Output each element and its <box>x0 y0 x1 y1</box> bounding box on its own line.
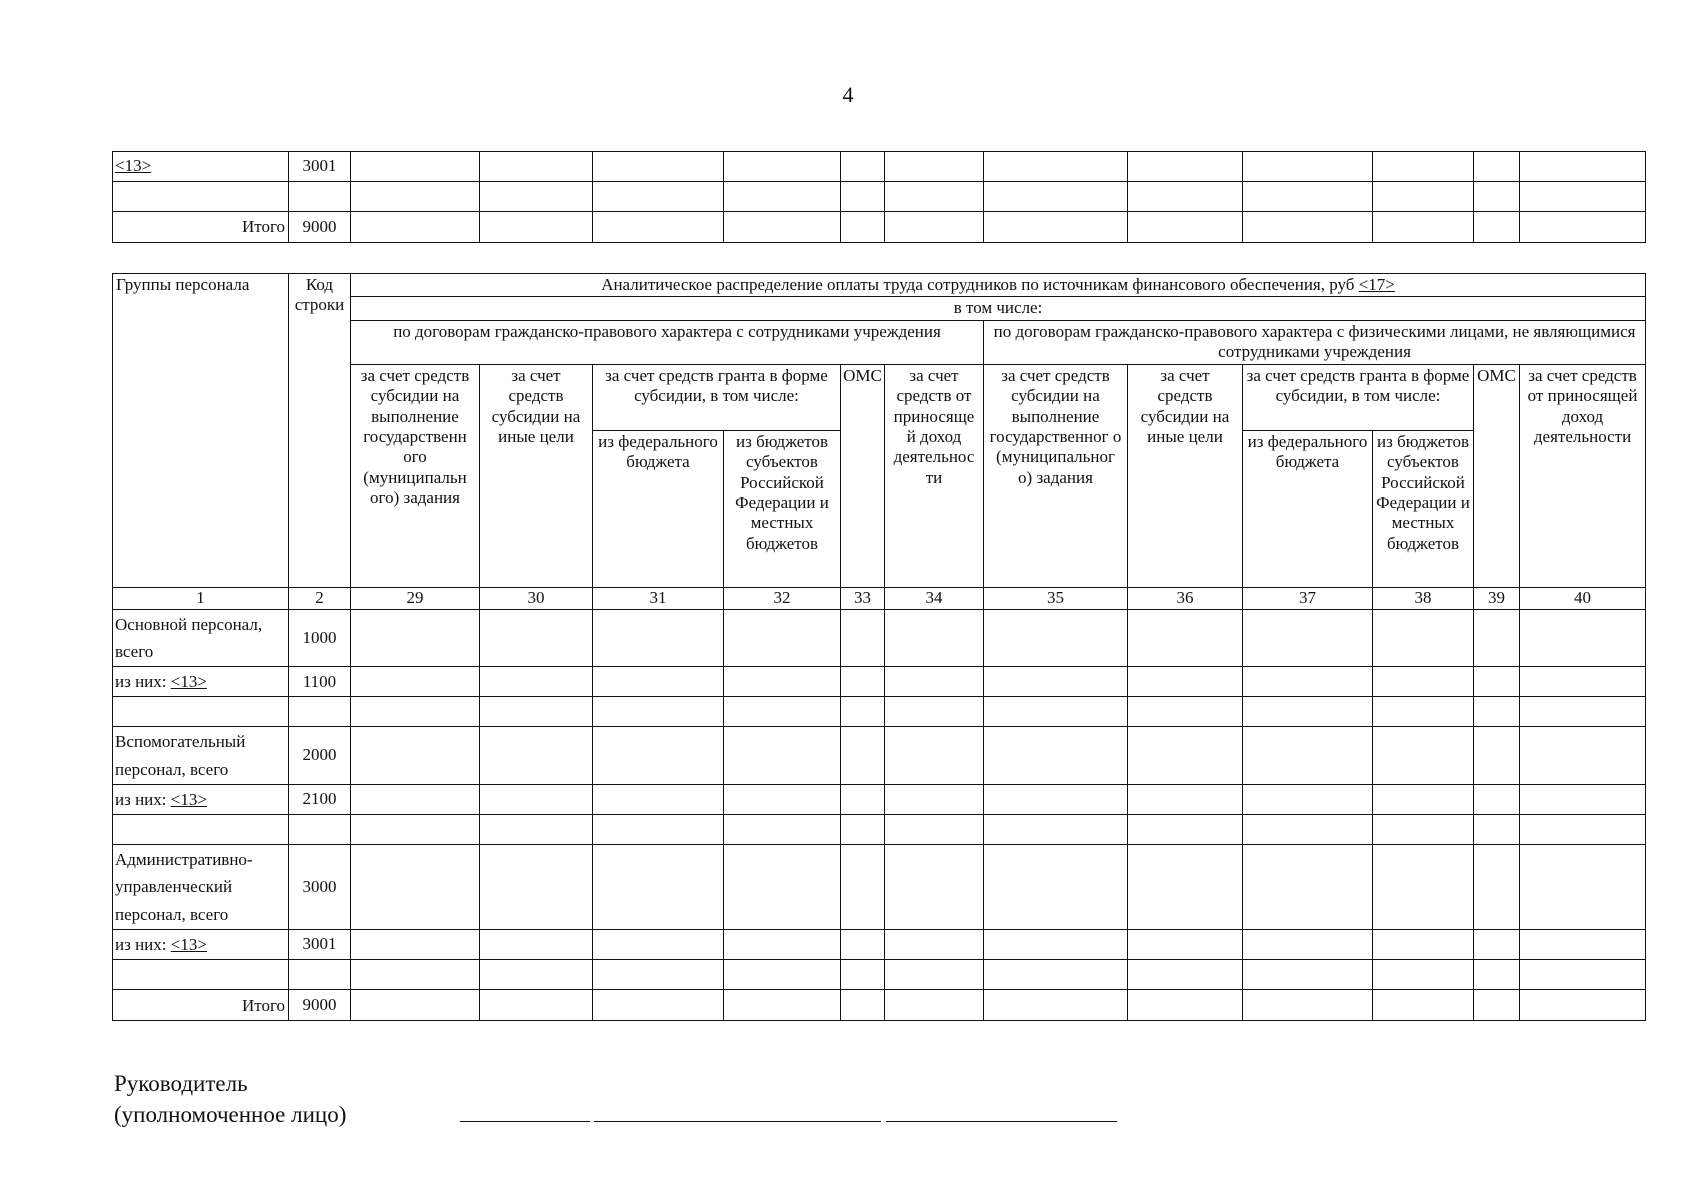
footnote-ref: <13> <box>170 789 207 809</box>
row-code: 3000 <box>289 844 351 929</box>
row-label: Итого <box>113 212 289 243</box>
column-number: 36 <box>1128 587 1243 609</box>
value-cell <box>1373 990 1474 1021</box>
value-cell <box>724 929 841 959</box>
value-cell <box>1128 727 1243 784</box>
row-code <box>289 697 351 727</box>
value-cell <box>351 609 480 666</box>
value-cell <box>1243 814 1373 844</box>
value-cell <box>1520 182 1646 212</box>
row-label <box>113 667 289 697</box>
value-cell <box>724 844 841 929</box>
header-a-grant: за счет средств гранта в форме субсидии, в том числе: <box>593 364 841 430</box>
value-cell <box>1474 727 1520 784</box>
value-cell <box>593 844 724 929</box>
value-cell <box>1474 990 1520 1021</box>
signature-line-signature <box>594 1121 881 1122</box>
value-cell <box>593 212 724 243</box>
header-section-staff: по договорам гражданско-правового характера с сотрудниками учреждения <box>351 320 984 364</box>
value-cell <box>1243 182 1373 212</box>
value-cell <box>984 727 1128 784</box>
value-cell <box>1520 784 1646 814</box>
header-a-state-task: за счет средств субсидии на выполнение государственн ого (муниципальн ого) задания <box>351 364 480 587</box>
row-label-text: Вспомогательный персонал, всего <box>115 732 246 779</box>
value-cell <box>1128 609 1243 666</box>
value-cell <box>724 212 841 243</box>
header-group: Группы персонала <box>113 274 289 588</box>
table-row <box>113 212 1646 243</box>
table-row <box>113 960 1646 990</box>
value-cell <box>480 667 593 697</box>
header-a-grant-federal: из федерального бюджета <box>593 430 724 587</box>
table-row <box>113 182 1646 212</box>
value-cell <box>841 814 885 844</box>
signature-block <box>114 1068 346 1130</box>
value-cell <box>885 667 984 697</box>
column-number: 32 <box>724 587 841 609</box>
value-cell <box>351 667 480 697</box>
row-label <box>113 814 289 844</box>
value-cell <box>1373 152 1474 182</box>
value-cell <box>351 784 480 814</box>
value-cell <box>1128 960 1243 990</box>
value-cell <box>593 814 724 844</box>
value-cell <box>480 697 593 727</box>
staff-pay-distribution-table <box>112 273 1646 1021</box>
value-cell <box>885 152 984 182</box>
value-cell <box>351 182 480 212</box>
value-cell <box>593 697 724 727</box>
value-cell <box>1373 212 1474 243</box>
value-cell <box>1373 784 1474 814</box>
header-a-other-purpose: за счет средств субсидии на иные цели <box>480 364 593 587</box>
value-cell <box>984 667 1128 697</box>
value-cell <box>480 152 593 182</box>
row-code: 9000 <box>289 212 351 243</box>
value-cell <box>351 814 480 844</box>
value-cell <box>1474 667 1520 697</box>
column-number: 29 <box>351 587 480 609</box>
value-cell <box>351 990 480 1021</box>
row-code <box>289 960 351 990</box>
value-cell <box>1373 697 1474 727</box>
value-cell <box>351 844 480 929</box>
footnote-ref: <13> <box>170 672 207 692</box>
header-a-income: за счет средств от приносяще й доход деятельнос ти <box>885 364 984 587</box>
row-label <box>113 609 289 666</box>
row-label-text: Основной персонал, всего <box>115 614 263 661</box>
row-label <box>113 844 289 929</box>
value-cell <box>351 697 480 727</box>
footnote-ref: <13> <box>170 934 207 954</box>
value-cell <box>1520 990 1646 1021</box>
value-cell <box>1373 814 1474 844</box>
value-cell <box>480 182 593 212</box>
value-cell <box>1520 814 1646 844</box>
value-cell <box>1520 844 1646 929</box>
value-cell <box>841 697 885 727</box>
value-cell <box>1474 960 1520 990</box>
header-including: в том числе: <box>351 297 1646 320</box>
column-number: 2 <box>289 587 351 609</box>
value-cell <box>1243 990 1373 1021</box>
row-code: 3001 <box>289 929 351 959</box>
value-cell <box>885 990 984 1021</box>
value-cell <box>724 182 841 212</box>
value-cell <box>1520 152 1646 182</box>
header-a-oms: ОМС <box>841 364 885 587</box>
value-cell <box>351 929 480 959</box>
row-label <box>113 697 289 727</box>
value-cell <box>1373 182 1474 212</box>
value-cell <box>1373 727 1474 784</box>
value-cell <box>885 814 984 844</box>
value-cell <box>885 697 984 727</box>
row-label <box>113 182 289 212</box>
row-label <box>113 152 289 182</box>
value-cell <box>984 990 1128 1021</box>
table-row <box>113 814 1646 844</box>
value-cell <box>593 609 724 666</box>
row-label-text: из них: <box>115 789 171 809</box>
value-cell <box>480 784 593 814</box>
column-number: 30 <box>480 587 593 609</box>
row-label-text: из них: <box>115 934 171 954</box>
value-cell <box>1520 212 1646 243</box>
value-cell <box>984 784 1128 814</box>
row-label <box>113 784 289 814</box>
column-number: 40 <box>1520 587 1646 609</box>
value-cell <box>351 212 480 243</box>
page-number: 4 <box>842 82 854 107</box>
value-cell <box>593 929 724 959</box>
signature-line-name <box>886 1121 1117 1122</box>
row-code: 1000 <box>289 609 351 666</box>
table-row <box>113 727 1646 784</box>
value-cell <box>1243 727 1373 784</box>
value-cell <box>351 960 480 990</box>
footnote-ref: <13> <box>115 156 152 176</box>
header-b-grant-federal: из федерального бюджета <box>1243 430 1373 587</box>
value-cell <box>841 929 885 959</box>
value-cell <box>984 844 1128 929</box>
value-cell <box>841 960 885 990</box>
value-cell <box>1474 784 1520 814</box>
value-cell <box>724 960 841 990</box>
value-cell <box>1474 152 1520 182</box>
row-code: 2000 <box>289 727 351 784</box>
value-cell <box>480 960 593 990</box>
value-cell <box>1520 929 1646 959</box>
value-cell <box>1128 990 1243 1021</box>
value-cell <box>1474 609 1520 666</box>
top-table-body <box>113 152 1646 243</box>
row-label-text: из них: <box>115 672 171 692</box>
header-b-state-task: за счет средств субсидии на выполнение государственног о (муниципальног о) задания <box>984 364 1128 587</box>
value-cell <box>593 960 724 990</box>
table-row <box>113 844 1646 929</box>
value-cell <box>1474 929 1520 959</box>
table-row <box>113 697 1646 727</box>
value-cell <box>984 609 1128 666</box>
value-cell <box>885 727 984 784</box>
table-row <box>113 990 1646 1021</box>
value-cell <box>351 727 480 784</box>
value-cell <box>480 929 593 959</box>
table-row <box>113 929 1646 959</box>
value-cell <box>1128 667 1243 697</box>
value-cell <box>724 152 841 182</box>
value-cell <box>1128 182 1243 212</box>
value-cell <box>1520 609 1646 666</box>
value-cell <box>1373 960 1474 990</box>
column-number: 39 <box>1474 587 1520 609</box>
row-label-text: Административно-управленческий персонал, всего <box>115 850 253 924</box>
value-cell <box>1474 182 1520 212</box>
value-cell <box>1243 152 1373 182</box>
value-cell <box>480 727 593 784</box>
value-cell <box>841 844 885 929</box>
value-cell <box>1520 697 1646 727</box>
column-number: 31 <box>593 587 724 609</box>
value-cell <box>841 990 885 1021</box>
row-label <box>113 990 289 1021</box>
table-row <box>113 784 1646 814</box>
row-code: 2100 <box>289 784 351 814</box>
row-label <box>113 929 289 959</box>
column-number: 35 <box>984 587 1128 609</box>
table-row <box>113 667 1646 697</box>
value-cell <box>351 152 480 182</box>
value-cell <box>1128 697 1243 727</box>
column-number: 33 <box>841 587 885 609</box>
header-code: Код строки <box>289 274 351 588</box>
value-cell <box>1243 784 1373 814</box>
column-number: 37 <box>1243 587 1373 609</box>
value-cell <box>885 784 984 814</box>
value-cell <box>593 784 724 814</box>
value-cell <box>885 182 984 212</box>
row-code: 9000 <box>289 990 351 1021</box>
value-cell <box>593 182 724 212</box>
header-b-other-purpose: за счет средств субсидии на иные цели <box>1128 364 1243 587</box>
signature-line-position <box>460 1121 590 1122</box>
value-cell <box>1243 929 1373 959</box>
value-cell <box>984 929 1128 959</box>
signature-subtitle: (уполномоченное лицо) <box>114 1102 347 1128</box>
value-cell <box>841 609 885 666</box>
value-cell <box>1474 844 1520 929</box>
header-main-title <box>351 274 1646 297</box>
table-row <box>113 609 1646 666</box>
value-cell <box>480 212 593 243</box>
value-cell <box>841 784 885 814</box>
value-cell <box>841 152 885 182</box>
header-b-oms: ОМС <box>1474 364 1520 587</box>
row-code <box>289 182 351 212</box>
value-cell <box>724 990 841 1021</box>
value-cell <box>841 727 885 784</box>
column-number-row <box>113 587 1646 609</box>
column-number: 1 <box>113 587 289 609</box>
value-cell <box>1373 609 1474 666</box>
value-cell <box>593 727 724 784</box>
value-cell <box>841 212 885 243</box>
value-cell <box>1243 609 1373 666</box>
row-code <box>289 814 351 844</box>
value-cell <box>480 990 593 1021</box>
row-label-text: Итого <box>241 995 285 1015</box>
value-cell <box>1128 844 1243 929</box>
value-cell <box>1128 784 1243 814</box>
value-cell <box>885 609 984 666</box>
value-cell <box>724 814 841 844</box>
value-cell <box>984 212 1128 243</box>
row-label <box>113 727 289 784</box>
value-cell <box>1474 814 1520 844</box>
value-cell <box>724 784 841 814</box>
value-cell <box>1373 929 1474 959</box>
column-number: 38 <box>1373 587 1474 609</box>
value-cell <box>1243 212 1373 243</box>
value-cell <box>1373 844 1474 929</box>
header-b-grant-regional: из бюджетов субъектов Российской Федерации и местных бюджетов <box>1373 430 1474 587</box>
value-cell <box>593 152 724 182</box>
value-cell <box>1520 667 1646 697</box>
header-section-nonstaff: по договорам гражданско-правового характера с физическими лицами, не являющимися сотрудниками учреждения <box>984 320 1646 364</box>
value-cell <box>1520 727 1646 784</box>
row-code: 1100 <box>289 667 351 697</box>
column-number: 34 <box>885 587 984 609</box>
header-b-income: за счет средств от приносящей доход деятельности <box>1520 364 1646 587</box>
value-cell <box>724 609 841 666</box>
value-cell <box>724 697 841 727</box>
value-cell <box>1243 960 1373 990</box>
value-cell <box>841 182 885 212</box>
value-cell <box>480 814 593 844</box>
row-code: 3001 <box>289 152 351 182</box>
value-cell <box>1243 844 1373 929</box>
value-cell <box>480 844 593 929</box>
row-label <box>113 960 289 990</box>
header-a-grant-regional: из бюджетов субъектов Российской Федерации и местных бюджетов <box>724 430 841 587</box>
value-cell <box>984 960 1128 990</box>
value-cell <box>1373 667 1474 697</box>
value-cell <box>1474 697 1520 727</box>
value-cell <box>593 990 724 1021</box>
value-cell <box>1128 212 1243 243</box>
value-cell <box>1243 667 1373 697</box>
value-cell <box>724 727 841 784</box>
value-cell <box>841 667 885 697</box>
value-cell <box>593 667 724 697</box>
value-cell <box>1474 212 1520 243</box>
value-cell <box>984 697 1128 727</box>
value-cell <box>724 667 841 697</box>
top-data-table <box>112 151 1646 243</box>
header-b-grant: за счет средств гранта в форме субсидии, в том числе: <box>1243 364 1474 430</box>
value-cell <box>885 844 984 929</box>
value-cell <box>1128 152 1243 182</box>
value-cell <box>1128 814 1243 844</box>
value-cell <box>984 152 1128 182</box>
value-cell <box>885 960 984 990</box>
header-row-title <box>113 274 1646 297</box>
value-cell <box>885 929 984 959</box>
value-cell <box>984 814 1128 844</box>
value-cell <box>1243 697 1373 727</box>
value-cell <box>1128 929 1243 959</box>
signature-title: Руководитель <box>114 1071 248 1096</box>
value-cell <box>480 609 593 666</box>
value-cell <box>885 212 984 243</box>
main-title-note: <17> <box>1358 275 1395 294</box>
value-cell <box>984 182 1128 212</box>
main-title-text: Аналитическое распределение оплаты труда сотрудников по источникам финансового обеспечения, руб <box>601 275 1359 294</box>
value-cell <box>1520 960 1646 990</box>
table-row <box>113 152 1646 182</box>
